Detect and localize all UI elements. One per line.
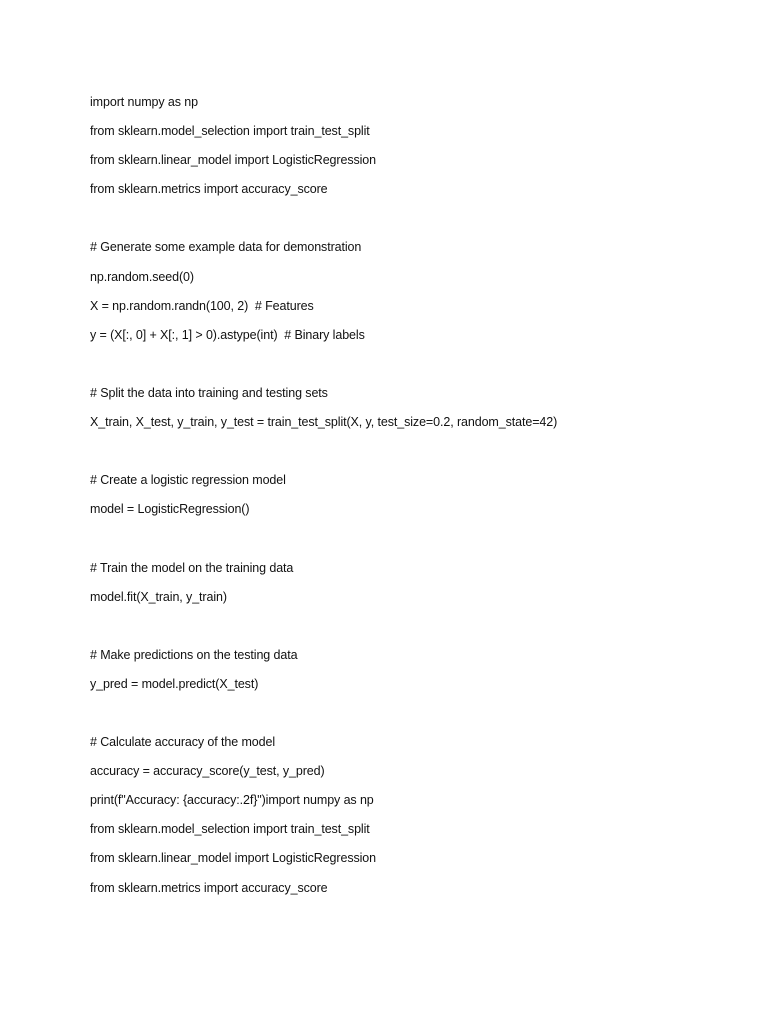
code-line: accuracy = accuracy_score(y_test, y_pred) [90,764,325,779]
code-line: model.fit(X_train, y_train) [90,589,227,604]
code-line: y_pred = model.predict(X_test) [90,676,259,691]
code-line: from sklearn.metrics import accuracy_score [90,182,328,197]
code-line: from sklearn.linear_model import LogisticRegression [90,153,376,168]
code-line: from sklearn.metrics import accuracy_score [90,880,328,895]
code-line: print(f"Accuracy: {accuracy:.2f}")import numpy as np [90,793,374,808]
code-comment-line: # Train the model on the training data [90,560,294,575]
code-line: np.random.seed(0) [90,269,194,284]
code-text-block [90,93,730,908]
blank-line [90,704,730,733]
blank-line [90,355,730,384]
blank-line [90,209,730,238]
blank-line [90,617,730,646]
code-line: from sklearn.model_selection import train_test_split [90,124,370,139]
code-line: import numpy as np [90,95,198,109]
code-line: model = LogisticRegression() [90,502,250,517]
code-line: X = np.random.randn(100, 2) # Features [90,298,314,313]
code-comment-line: # Generate some example data for demonstration [90,240,362,255]
code-comment-line: # Split the data into training and testing sets [90,385,328,400]
code-line: y = (X[:, 0] + X[:, 1] > 0).astype(int) # Binary labels [90,327,365,342]
code-line: from sklearn.linear_model import LogisticRegression [90,851,376,866]
blank-line [90,529,730,558]
code-line: X_train, X_test, y_train, y_test = train_test_split(X, y, test_size=0.2, random_state=42) [90,415,558,430]
code-comment-line: # Calculate accuracy of the model [90,735,275,750]
code-comment-line: # Make predictions on the testing data [90,647,298,662]
code-comment-line: # Create a logistic regression model [90,473,286,488]
blank-line [90,442,730,471]
code-line: from sklearn.model_selection import train_test_split [90,822,370,837]
